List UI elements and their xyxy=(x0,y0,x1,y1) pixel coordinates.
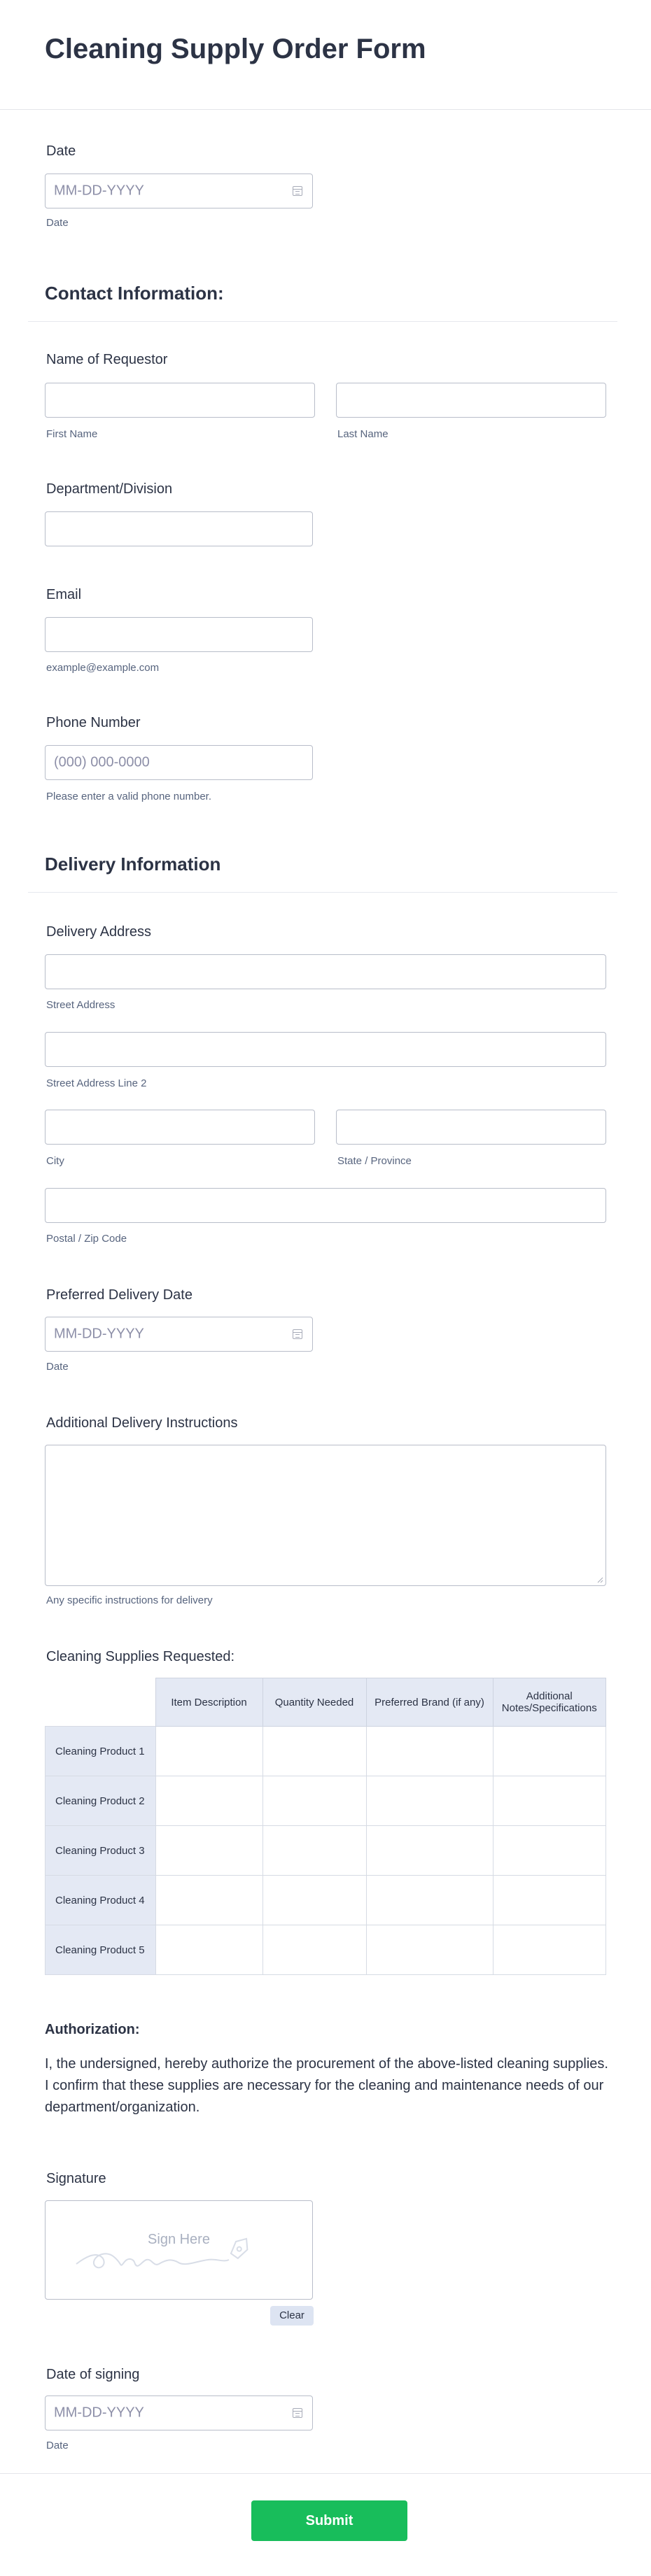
signing-date-label: Date of signing xyxy=(46,2367,140,2382)
date-input[interactable] xyxy=(45,174,313,208)
phone-label: Phone Number xyxy=(46,715,141,730)
email-sublabel: example@example.com xyxy=(46,662,160,674)
table-cell-input[interactable] xyxy=(262,1876,366,1925)
table-row xyxy=(46,1876,606,1925)
submit-button[interactable]: Submit xyxy=(251,2500,407,2541)
last-name-sublabel: Last Name xyxy=(337,428,388,440)
table-cell-input[interactable] xyxy=(155,1925,262,1975)
contact-section-title: Contact Information: xyxy=(45,283,224,304)
row-header: Cleaning Product 2 xyxy=(46,1776,156,1826)
table-row xyxy=(46,1826,606,1876)
column-header: Item Description xyxy=(155,1678,262,1727)
resize-handle-icon[interactable] xyxy=(596,1576,603,1583)
street-address-sublabel: Street Address xyxy=(46,999,115,1011)
row-header: Cleaning Product 3 xyxy=(46,1826,156,1876)
calendar-icon[interactable] xyxy=(293,2408,302,2418)
city-sublabel: City xyxy=(46,1155,64,1167)
row-header: Cleaning Product 4 xyxy=(46,1876,156,1925)
row-header: Cleaning Product 5 xyxy=(46,1925,156,1975)
signature-label: Signature xyxy=(46,2171,106,2186)
last-name-input[interactable] xyxy=(336,383,606,418)
preferred-date-placeholder: MM-DD-YYYY xyxy=(54,1326,144,1342)
table-cell-input[interactable] xyxy=(493,1727,606,1776)
delivery-section-title: Delivery Information xyxy=(45,854,221,875)
supplies-table xyxy=(45,1678,606,1975)
table-corner xyxy=(46,1678,156,1727)
postal-code-input[interactable] xyxy=(45,1188,606,1223)
table-cell-input[interactable] xyxy=(366,1727,493,1776)
preferred-date-label: Preferred Delivery Date xyxy=(46,1287,192,1303)
section-divider xyxy=(28,321,617,322)
table-cell-input[interactable] xyxy=(493,1826,606,1876)
table-cell-input[interactable] xyxy=(366,1925,493,1975)
signing-date-sublabel: Date xyxy=(46,2440,69,2451)
first-name-sublabel: First Name xyxy=(46,428,98,440)
department-label: Department/Division xyxy=(46,481,173,497)
table-cell-input[interactable] xyxy=(155,1876,262,1925)
date-label: Date xyxy=(46,143,76,159)
row-header: Cleaning Product 1 xyxy=(46,1727,156,1776)
table-cell-input[interactable] xyxy=(262,1776,366,1826)
signing-date-placeholder: MM-DD-YYYY xyxy=(54,2405,144,2421)
table-cell-input[interactable] xyxy=(262,1727,366,1776)
form-header xyxy=(0,0,651,110)
table-cell-input[interactable] xyxy=(366,1876,493,1925)
date-sublabel: Date xyxy=(46,217,69,229)
state-sublabel: State / Province xyxy=(337,1155,412,1167)
department-input[interactable] xyxy=(45,511,313,546)
street-address-line2-sublabel: Street Address Line 2 xyxy=(46,1077,147,1089)
signing-date-input[interactable] xyxy=(45,2395,313,2430)
phone-sublabel: Please enter a valid phone number. xyxy=(46,791,211,802)
table-cell-input[interactable] xyxy=(493,1925,606,1975)
table-cell-input[interactable] xyxy=(493,1776,606,1826)
table-cell-input[interactable] xyxy=(262,1826,366,1876)
table-row xyxy=(46,1776,606,1826)
column-header: Additional Notes/Specifications xyxy=(493,1678,606,1727)
state-input[interactable] xyxy=(336,1110,606,1145)
table-header-row xyxy=(46,1678,606,1727)
signature-placeholder: Sign Here xyxy=(148,2232,210,2247)
calendar-icon[interactable] xyxy=(293,1329,302,1339)
first-name-input[interactable] xyxy=(45,383,315,418)
calendar-icon[interactable] xyxy=(293,186,302,196)
preferred-date-input[interactable] xyxy=(45,1317,313,1352)
preferred-date-sublabel: Date xyxy=(46,1361,69,1373)
clear-signature-button[interactable]: Clear xyxy=(270,2306,314,2326)
table-row xyxy=(46,1727,606,1776)
city-input[interactable] xyxy=(45,1110,315,1145)
section-divider xyxy=(28,892,617,893)
postal-code-sublabel: Postal / Zip Code xyxy=(46,1233,127,1245)
instructions-label: Additional Delivery Instructions xyxy=(46,1415,238,1431)
footer-divider xyxy=(0,2473,651,2474)
delivery-address-label: Delivery Address xyxy=(46,924,152,940)
form-title: Cleaning Supply Order Form xyxy=(45,34,426,64)
email-label: Email xyxy=(46,587,82,602)
table-cell-input[interactable] xyxy=(366,1826,493,1876)
column-header: Preferred Brand (if any) xyxy=(366,1678,493,1727)
authorization-heading: Authorization: xyxy=(45,2022,140,2037)
phone-placeholder: (000) 000-0000 xyxy=(54,754,150,770)
supplies-label: Cleaning Supplies Requested: xyxy=(46,1649,235,1664)
table-cell-input[interactable] xyxy=(493,1876,606,1925)
email-input[interactable] xyxy=(45,617,313,652)
table-cell-input[interactable] xyxy=(155,1826,262,1876)
table-cell-input[interactable] xyxy=(155,1727,262,1776)
instructions-textarea[interactable] xyxy=(45,1445,606,1586)
signature-pad[interactable] xyxy=(45,2200,313,2300)
table-cell-input[interactable] xyxy=(262,1925,366,1975)
street-address-line2-input[interactable] xyxy=(45,1032,606,1067)
table-cell-input[interactable] xyxy=(366,1776,493,1826)
street-address-input[interactable] xyxy=(45,954,606,989)
table-cell-input[interactable] xyxy=(155,1776,262,1826)
table-row xyxy=(46,1925,606,1975)
requestor-name-label: Name of Requestor xyxy=(46,352,168,367)
instructions-sublabel: Any specific instructions for delivery xyxy=(46,1594,213,1606)
column-header: Quantity Needed xyxy=(262,1678,366,1727)
date-placeholder: MM-DD-YYYY xyxy=(54,183,144,199)
authorization-text: I, the undersigned, hereby authorize the procurement of the above-listed cleaning supplies. I confirm that these supplies are necessary for the cleaning and maintenance needs of our department/organization. xyxy=(45,2056,608,2115)
phone-input[interactable] xyxy=(45,745,313,780)
